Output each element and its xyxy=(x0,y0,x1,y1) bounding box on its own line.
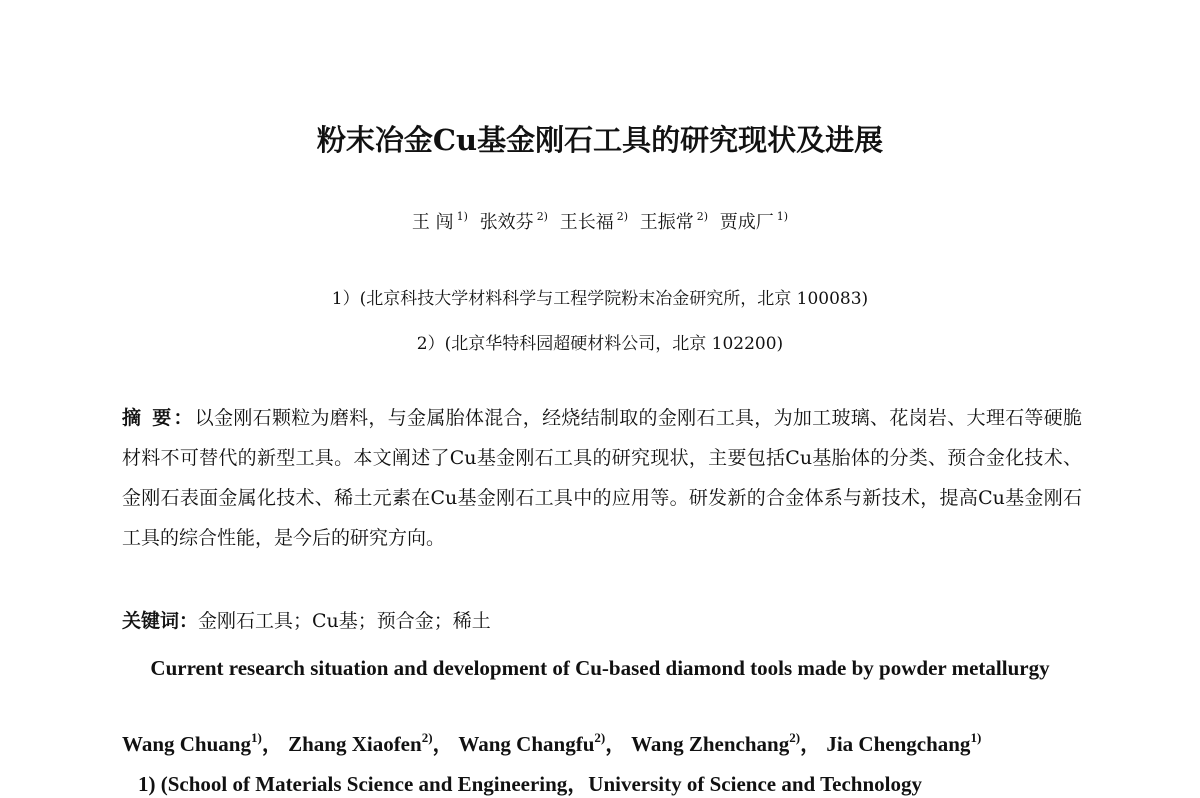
author: 王振常 $^{2)}$ xyxy=(639,210,709,233)
english-author-list xyxy=(122,728,1122,758)
english-author: Wang Chuang$^{1)}$， xyxy=(122,730,283,756)
abstract-label: 摘 要： xyxy=(122,407,195,429)
author: 王长福 $^{2)}$ xyxy=(559,210,629,233)
author: 张效芬 $^{2)}$ xyxy=(479,210,548,233)
keywords-label: 关键词： xyxy=(122,610,199,632)
english-author: Wang Zhenchang$^{2)}$， xyxy=(631,730,822,756)
author: 贾成厂 $^{1)}$ xyxy=(719,210,789,233)
affiliation-1: 1）(北京科技大学材料科学与工程学院粉末冶金研究所，北京 100083) xyxy=(331,289,869,309)
author-list xyxy=(0,208,1200,234)
abstract-text: 以金刚石颗粒为磨料，与金属胎体混合，经烧结制取的金刚石工具，为加工玻璃、花岗岩、大理石等硬脆材料不可替代的新型工具。本文阐述了Cu基金刚石工具的研究现状，主要包括Cu基胎体的分类、预合金化技术、金刚石表面金属化技术、稀土元素在Cu基金刚石工具中的应用等。研发新的合金体系与新技术，提高Cu基金刚石工具的综合性能，是今后的研究方向。 xyxy=(122,407,1082,549)
paper-title: 粉末冶金Cu基金刚石工具的研究现状及进展 xyxy=(316,123,884,157)
english-title: Current research situation and development of Cu-based diamond tools made by powder metallurgy xyxy=(150,656,1050,680)
affiliation-2: 2）(北京华特科园超硬材料公司，北京 102200) xyxy=(416,334,784,354)
english-author: Jia Chengchang$^{1)}$ xyxy=(826,730,982,756)
keywords-text: 金刚石工具；Cu基；预合金；稀土 xyxy=(198,610,491,632)
english-author: Zhang Xiaofen$^{2)}$， xyxy=(288,730,454,756)
abstract xyxy=(122,398,1082,558)
english-author: Wang Changfu$^{2)}$， xyxy=(458,730,627,756)
author: 王 闯 $^{1)}$ xyxy=(411,210,468,233)
keywords xyxy=(122,606,491,633)
english-affiliation: 1) (School of Materials Science and Engineering，University of Science and Technology xyxy=(138,772,922,796)
